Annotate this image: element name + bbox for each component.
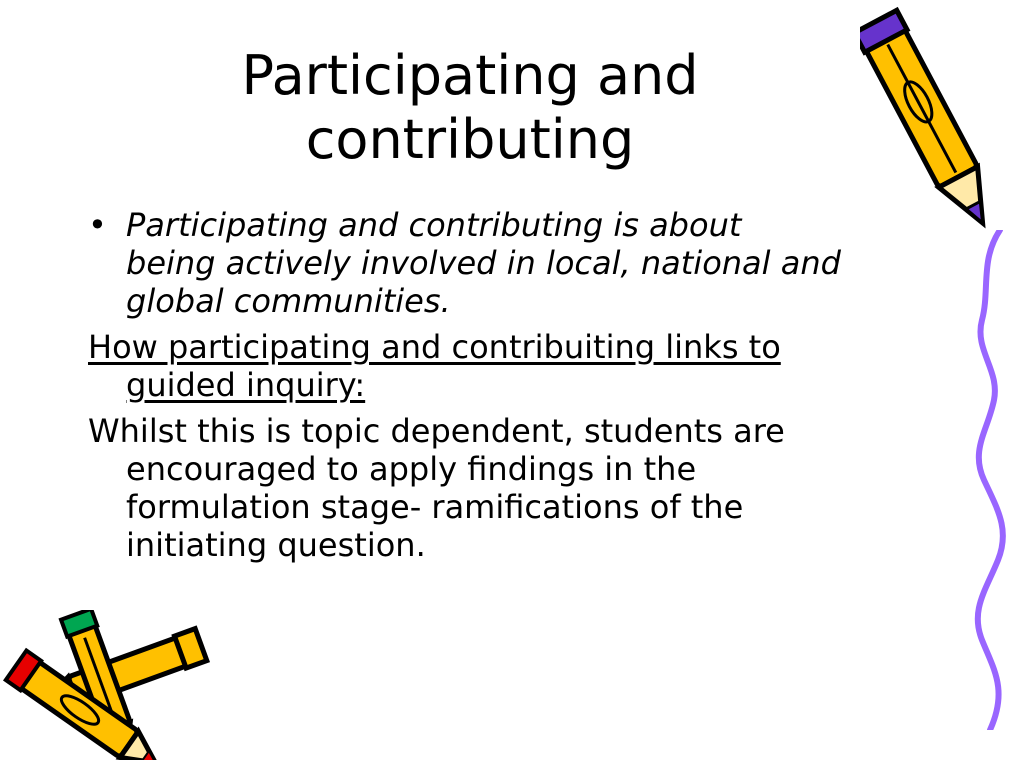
- body-paragraph: [88, 412, 948, 564]
- subheading-line-2: guided inquiry:: [126, 366, 366, 404]
- slide-title: [150, 44, 790, 172]
- bullet-line-1: Participating and contributing is about: [126, 206, 742, 244]
- body-line-4: initiating question.: [126, 526, 426, 564]
- bullet-paragraph: [88, 206, 948, 320]
- subheading-line-1: How participating and contribuiting links to: [88, 328, 781, 366]
- pencil-icon: [860, 4, 1000, 244]
- body-line-1: Whilst this is topic dependent, students are: [88, 412, 785, 450]
- bullet-line-3: global communities.: [126, 282, 451, 320]
- bullet-line-2: being actively involved in local, national and: [126, 244, 841, 282]
- bullet-icon: •: [88, 206, 107, 244]
- body-line-3: formulation stage- ramifications of the: [126, 488, 744, 526]
- subheading-paragraph: [88, 328, 948, 404]
- title-line-2: contributing: [305, 108, 635, 171]
- wavy-line-icon: [960, 230, 1024, 730]
- slide-body: [88, 206, 948, 572]
- pencils-icon: [0, 610, 220, 760]
- body-line-2: encouraged to apply findings in the: [126, 450, 697, 488]
- title-line-1: Participating and: [241, 44, 699, 107]
